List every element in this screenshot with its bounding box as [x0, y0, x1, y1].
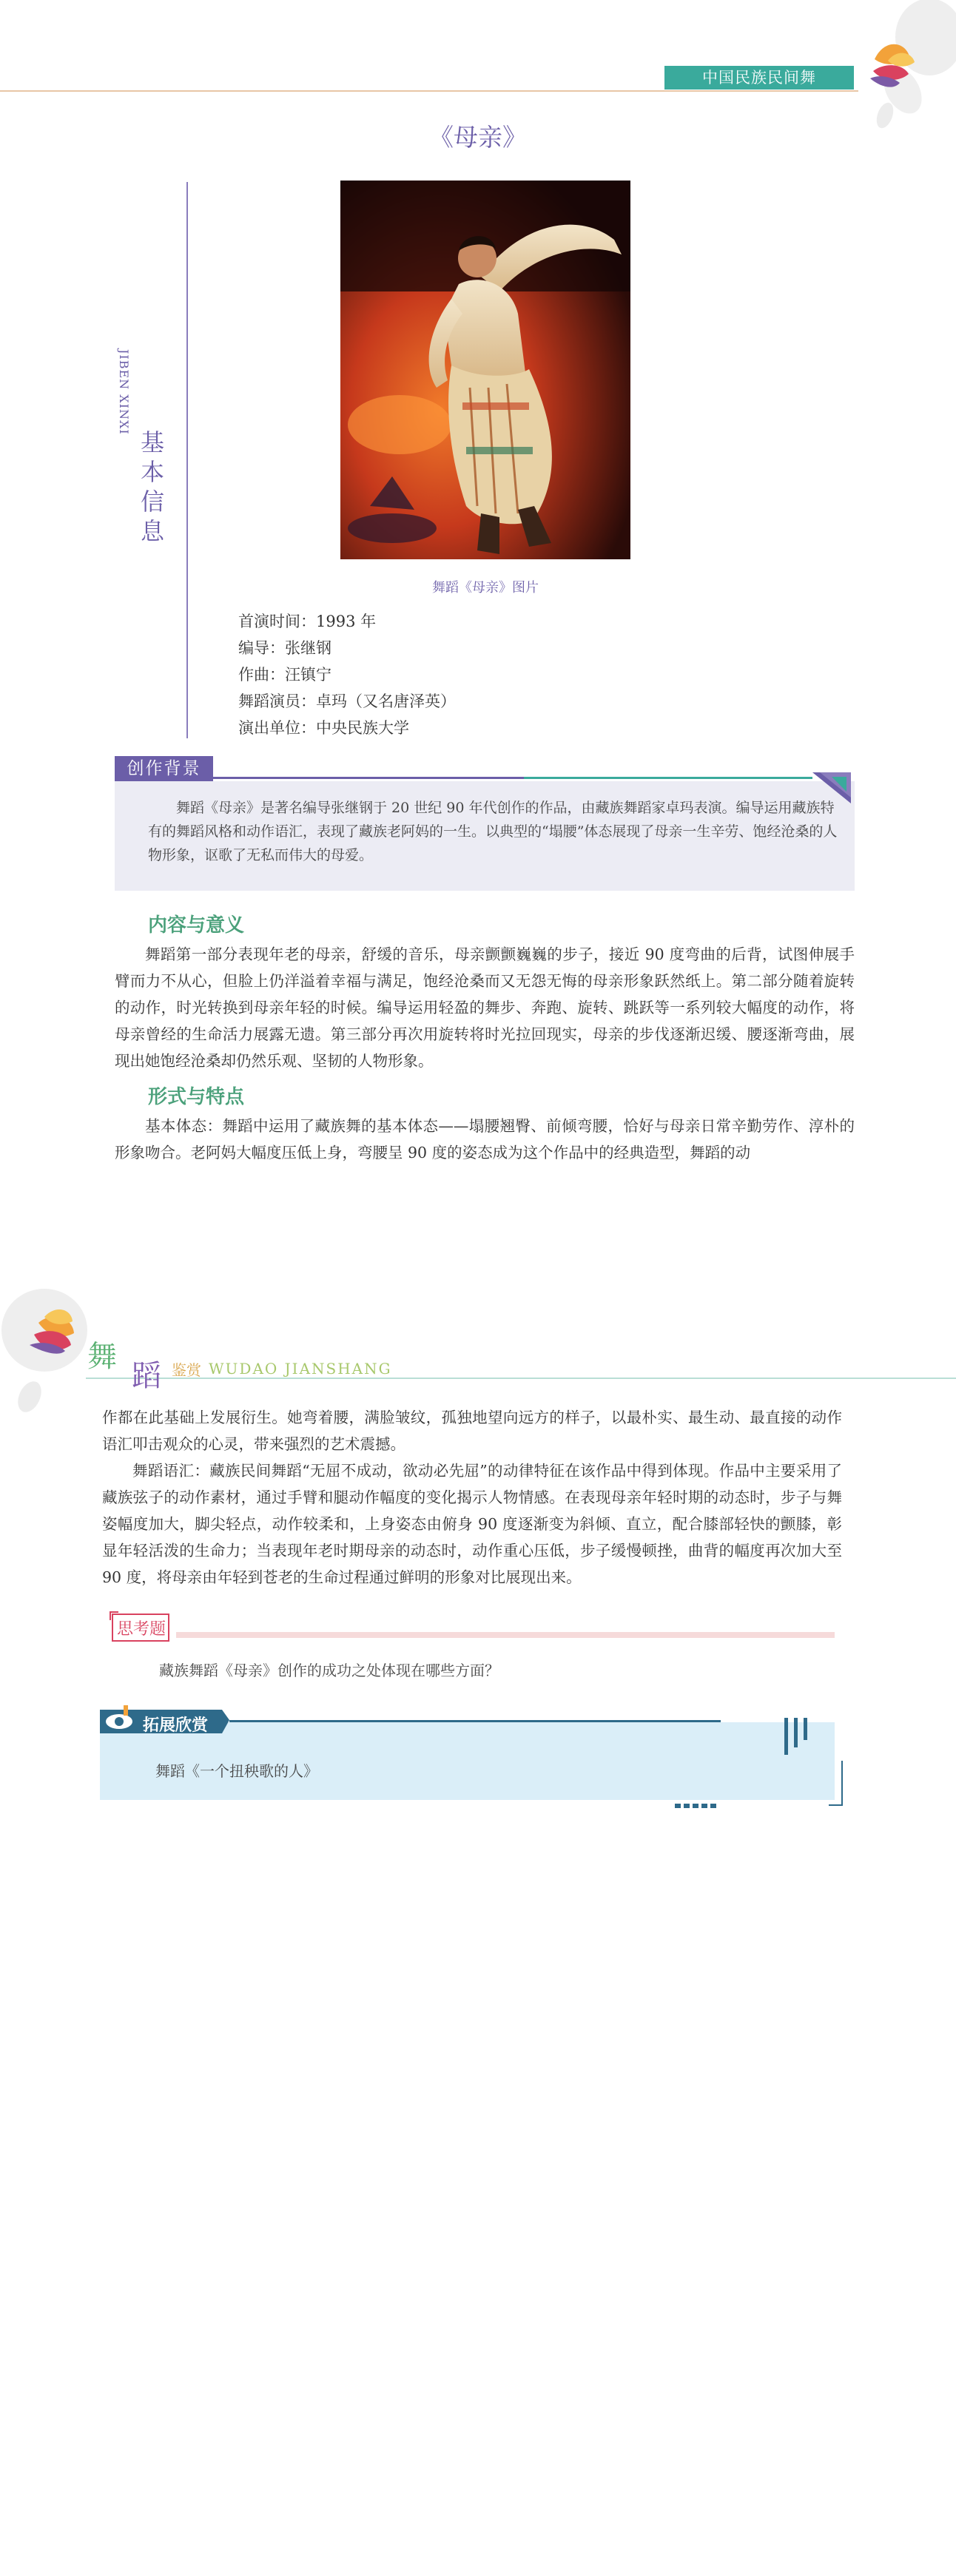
- page-title: 《母亲》: [429, 123, 527, 152]
- background-tab: 创作背景: [115, 756, 213, 781]
- think-question: 藏族舞蹈《母亲》创作的成功之处体现在哪些方面？: [159, 1662, 499, 1679]
- info-premiere: 首演时间：1993 年: [238, 613, 377, 630]
- extend-tab-label: 拓展欣赏: [143, 1716, 209, 1735]
- logo-jianshang: 鉴赏: [172, 1361, 201, 1379]
- page2-header-rule: [86, 1378, 956, 1379]
- chapter-badge: 中国民族民间舞: [664, 66, 854, 90]
- photo-caption: 舞蹈《母亲》图片: [432, 580, 539, 596]
- side-pinyin-label: [112, 348, 142, 459]
- basic-info-list: [238, 608, 756, 741]
- section-content-text: 舞蹈第一部分表现年老的母亲，舒缓的音乐，母亲颤颤巍巍的步子，接近 90 度弯曲的后背，试图伸展手臂而力不从心，但脸上仍洋溢着幸福与满足，饱经沧桑而又无怨无悔的母亲形象跃然纸上。第二部分随着旋转的动作，时光转换到母亲年轻的时候。编导运用轻盈的舞步、奔跑、旋转、跳跃等一系列较大幅度的动作，将母亲曾经的生命活力展露无遗。第三部分再次用旋转将时光拉回现实，母亲的步伐逐渐迟缓、腰逐渐弯曲，展现出她饱经沧桑却仍然乐观、坚韧的人物形象。: [115, 945, 855, 1070]
- page2-paragraph-2: 舞蹈语汇：藏族民间舞蹈“无屈不成动，欲动必先屈”的动律特征在该作品中得到体现。作品中主要采用了藏族弦子的动作素材，通过手臂和腿动作幅度的变化揭示人物情感。在表现母亲年轻时期的动态时，步子与舞姿幅度加大，脚尖轻点，动作较柔和，上身姿态由俯身 90 度逐渐变为斜倾、直立，配合膝部轻快的颤膝，彰显年轻活泼的生命力；当表现年老时期母亲的动态时，动作重心压低，步子缓慢顿挫，曲背的幅度再次加大至 90 度，将母亲由年轻到苍老的生命过程通过鲜明的形象对比展现出来。: [102, 1462, 842, 1586]
- dots-decoration-icon: [675, 1804, 719, 1810]
- side-char: 信: [141, 488, 165, 516]
- think-rule: [176, 1632, 835, 1638]
- side-char: 本: [141, 458, 165, 486]
- logo-dao: 蹈: [132, 1359, 161, 1393]
- info-dancer: 舞蹈演员：卓玛（又名唐泽英）: [238, 692, 456, 710]
- info-company: 演出单位：中央民族大学: [238, 719, 409, 737]
- section-form-text: 基本体态：舞蹈中运用了藏族舞的基本体态——塌腰翘臀、前倾弯腰，恰好与母亲日常辛勤劳作、淳朴的形象吻合。老阿妈大幅度压低上身，弯腰呈 90 度的姿态成为这个作品中的经典造型，舞蹈的动: [115, 1117, 855, 1161]
- header-rule: [0, 90, 858, 92]
- side-char: 息: [141, 517, 165, 545]
- side-title-vertical: [141, 428, 170, 546]
- info-choreographer: 编导：张继钢: [238, 639, 331, 657]
- background-tab-rule: [213, 777, 812, 779]
- section-heading-content: 内容与意义: [148, 914, 245, 937]
- logo-wu: 舞: [87, 1340, 117, 1374]
- side-char: 基: [141, 428, 165, 456]
- petal-decoration-icon: [0, 1286, 89, 1419]
- extend-rule: [229, 1720, 721, 1722]
- logo-pinyin: WUDAO JIANSHANG: [209, 1360, 392, 1378]
- bars-decoration-icon: [783, 1718, 812, 1755]
- info-composer: 作曲：汪镇宁: [238, 666, 331, 684]
- dance-photo: [340, 181, 630, 559]
- side-vertical-rule: [186, 182, 188, 738]
- page2-paragraph-1: 作都在此基础上发展衍生。她弯着腰，满脸皱纹，孤独地望向远方的样子，以最朴实、最生动、最直接的动作语汇叩击观众的心灵，带来强烈的艺术震撼。: [102, 1409, 842, 1453]
- frame-corner-icon: [829, 1761, 844, 1807]
- section-heading-form: 形式与特点: [148, 1086, 245, 1108]
- extend-tab: [100, 1705, 229, 1736]
- side-pinyin-text: JIBEN XINXI: [117, 349, 131, 435]
- think-tab-label: 思考题: [117, 1620, 166, 1639]
- extend-item: 舞蹈《一个扭秧歌的人》: [155, 1762, 318, 1780]
- think-tab: [110, 1611, 175, 1644]
- background-text: 舞蹈《母亲》是著名编导张继钢于 20 世纪 90 年代创作的作品，由藏族舞蹈家卓玛表演。编导运用藏族特有的舞蹈风格和动作语汇，表现了藏族老阿妈的一生。以典型的“塌腰”体态展现了母亲一生辛劳、饱经沧桑的人物形象，讴歌了无私而伟大的母爱。: [148, 800, 838, 863]
